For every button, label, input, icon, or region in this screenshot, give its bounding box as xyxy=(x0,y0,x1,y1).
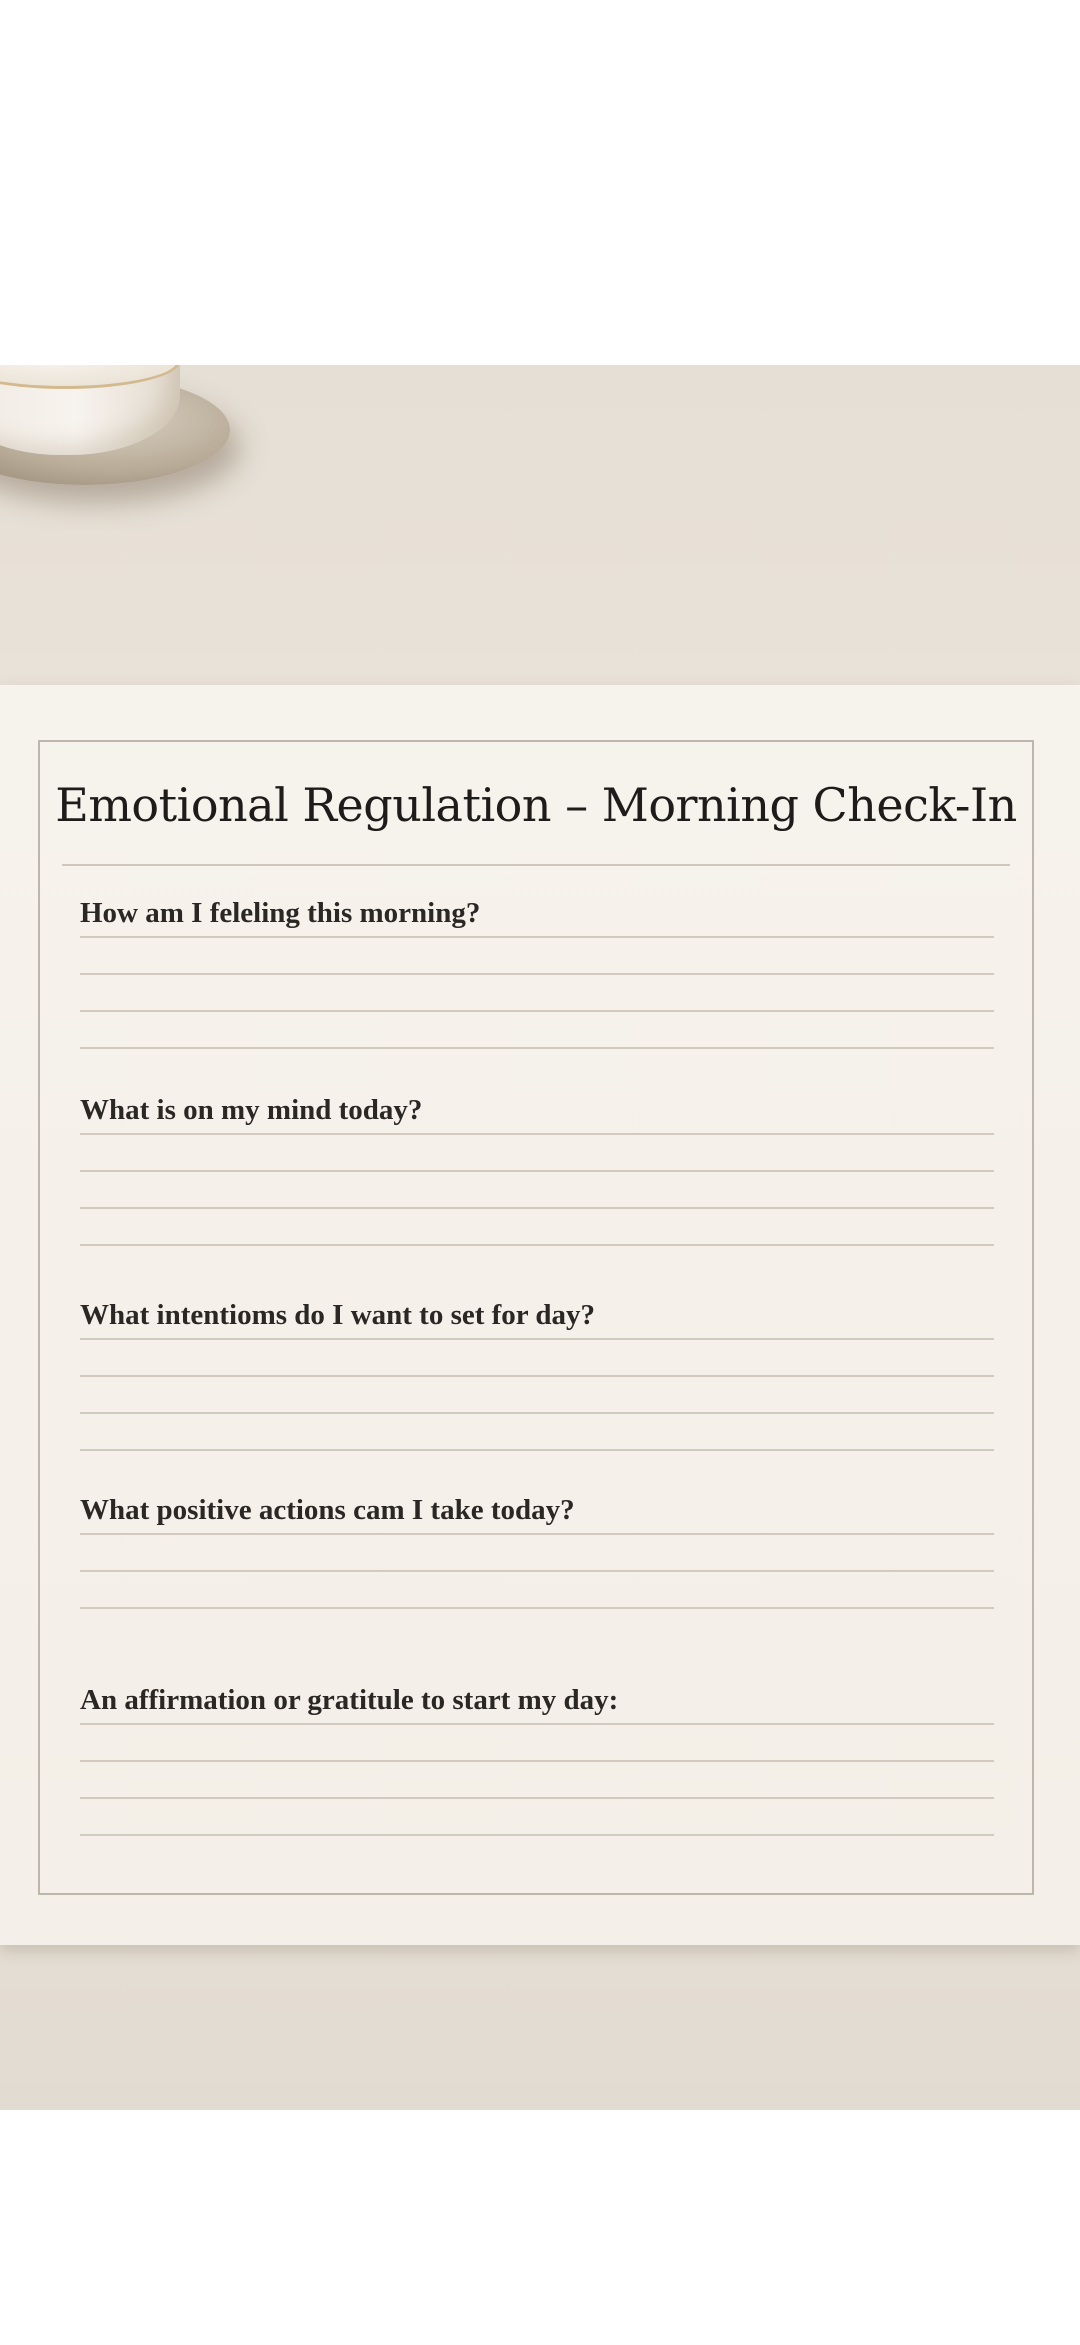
writing-line[interactable] xyxy=(80,1797,994,1799)
worksheet-paper xyxy=(0,685,1080,1945)
section-intentions xyxy=(80,1292,994,1486)
section-feeling xyxy=(80,890,994,1084)
writing-line[interactable] xyxy=(80,1607,994,1609)
writing-line[interactable] xyxy=(80,1170,994,1172)
section-prompt: What intentioms do I want to set for day? xyxy=(80,1299,596,1331)
section-mind xyxy=(80,1087,994,1281)
writing-line[interactable] xyxy=(80,936,994,938)
writing-line[interactable] xyxy=(80,1010,994,1012)
worksheet-frame xyxy=(38,740,1034,1895)
writing-lines xyxy=(80,1338,994,1451)
worksheet-title: Emotional Regulation – Morning Check-In xyxy=(55,778,1017,832)
writing-lines xyxy=(80,936,994,1049)
title-divider xyxy=(62,864,1010,866)
photo-background xyxy=(0,365,1080,2110)
writing-line[interactable] xyxy=(80,1244,994,1246)
writing-lines xyxy=(80,1133,994,1246)
writing-line[interactable] xyxy=(80,1207,994,1209)
writing-line[interactable] xyxy=(80,1412,994,1414)
writing-line[interactable] xyxy=(80,1375,994,1377)
writing-line[interactable] xyxy=(80,1570,994,1572)
writing-line[interactable] xyxy=(80,1723,994,1725)
section-affirmation xyxy=(80,1677,994,1871)
writing-line[interactable] xyxy=(80,1533,994,1535)
section-prompt: How am I feleling this morning? xyxy=(80,897,481,929)
writing-line[interactable] xyxy=(80,1133,994,1135)
writing-line[interactable] xyxy=(80,1047,994,1049)
writing-line[interactable] xyxy=(80,1760,994,1762)
section-actions xyxy=(80,1487,994,1644)
writing-line[interactable] xyxy=(80,1338,994,1340)
writing-line[interactable] xyxy=(80,973,994,975)
writing-lines xyxy=(80,1533,994,1609)
candle-icon xyxy=(0,365,240,555)
section-prompt: What positive actions cam I take today? xyxy=(80,1494,575,1526)
writing-line[interactable] xyxy=(80,1449,994,1451)
section-prompt: What is on my mind today? xyxy=(80,1094,423,1126)
writing-lines xyxy=(80,1723,994,1836)
writing-line[interactable] xyxy=(80,1834,994,1836)
section-prompt: An affirmation or gratitule to start my day: xyxy=(80,1684,619,1716)
